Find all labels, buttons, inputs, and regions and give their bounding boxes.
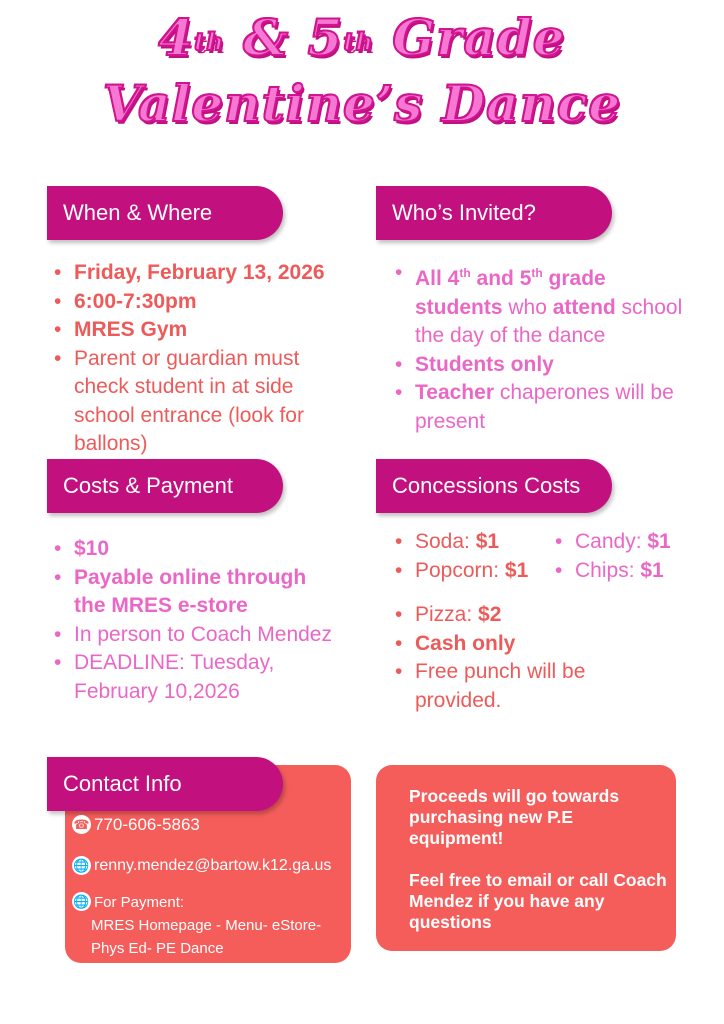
list-item: • In person to Coach Mendez xyxy=(52,621,342,650)
payment-path: MRES Homepage - Menu- eStore- Phys Ed- PE Dance xyxy=(91,917,322,957)
invited-list xyxy=(393,259,683,436)
list-item: • $10 xyxy=(52,535,342,564)
concessions-list-bottom xyxy=(393,601,653,715)
list-item: • Soda: $1 xyxy=(393,528,553,557)
list-item: • Parent or guardian must check student in at side school entrance (look for ballons) xyxy=(52,345,342,459)
list-item: • Free punch will be provided. xyxy=(393,658,653,715)
list-item: • Friday, February 13, 2026 xyxy=(52,259,342,288)
list-item: • Candy: $1 xyxy=(553,528,693,557)
contact-payment xyxy=(72,891,342,914)
contact-email xyxy=(72,856,331,875)
list-item: • MRES Gym xyxy=(52,316,342,345)
when-where-list xyxy=(52,259,342,459)
proceeds-line: Proceeds will go towards purchasing new P.E equipment! xyxy=(409,786,620,848)
list-item: • All 4th and 5th grade students who attend school the day of the dance xyxy=(393,259,683,351)
list-item: • Cash only xyxy=(393,630,653,659)
title-line-1: 4th & 5th Grade xyxy=(158,8,566,67)
list-item: • 6:00-7:30pm xyxy=(52,288,342,317)
when-where-header: When & Where xyxy=(47,186,283,240)
concessions-list-right xyxy=(553,528,693,585)
contact-phone xyxy=(72,815,200,834)
concessions-list-left xyxy=(393,528,553,585)
invited-header: Who’s Invited? xyxy=(376,186,612,240)
list-item: • Students only xyxy=(393,351,683,380)
costs-header: Costs & Payment xyxy=(47,459,283,513)
contact-note: Feel free to email or call Coach Mendez if you have any questions xyxy=(409,870,667,932)
list-item: • Pizza: $2 xyxy=(393,601,653,630)
list-item: • Payable online through the MRES e-store xyxy=(52,564,342,621)
list-item: • Chips: $1 xyxy=(553,557,693,586)
list-item: • Popcorn: $1 xyxy=(393,557,553,586)
phone-number: 770-606-5863 xyxy=(94,815,200,834)
costs-list xyxy=(52,535,342,706)
contact-header: Contact Info xyxy=(47,757,283,811)
list-item: • DEADLINE: Tuesday, February 10,2026 xyxy=(52,649,342,706)
proceeds-text xyxy=(409,786,667,954)
title-line-2: Valentine’s Dance xyxy=(102,74,622,133)
email-address: renny.mendez@bartow.k12.ga.us xyxy=(94,857,332,874)
concessions-header: Concessions Costs xyxy=(376,459,612,513)
globe-icon: 🌐 xyxy=(73,858,90,873)
list-item: • Teacher chaperones will be present xyxy=(393,379,683,436)
globe-icon: 🌐 xyxy=(73,894,90,909)
phone-icon: ☎ xyxy=(73,817,90,832)
payment-label: For Payment: xyxy=(94,894,185,911)
